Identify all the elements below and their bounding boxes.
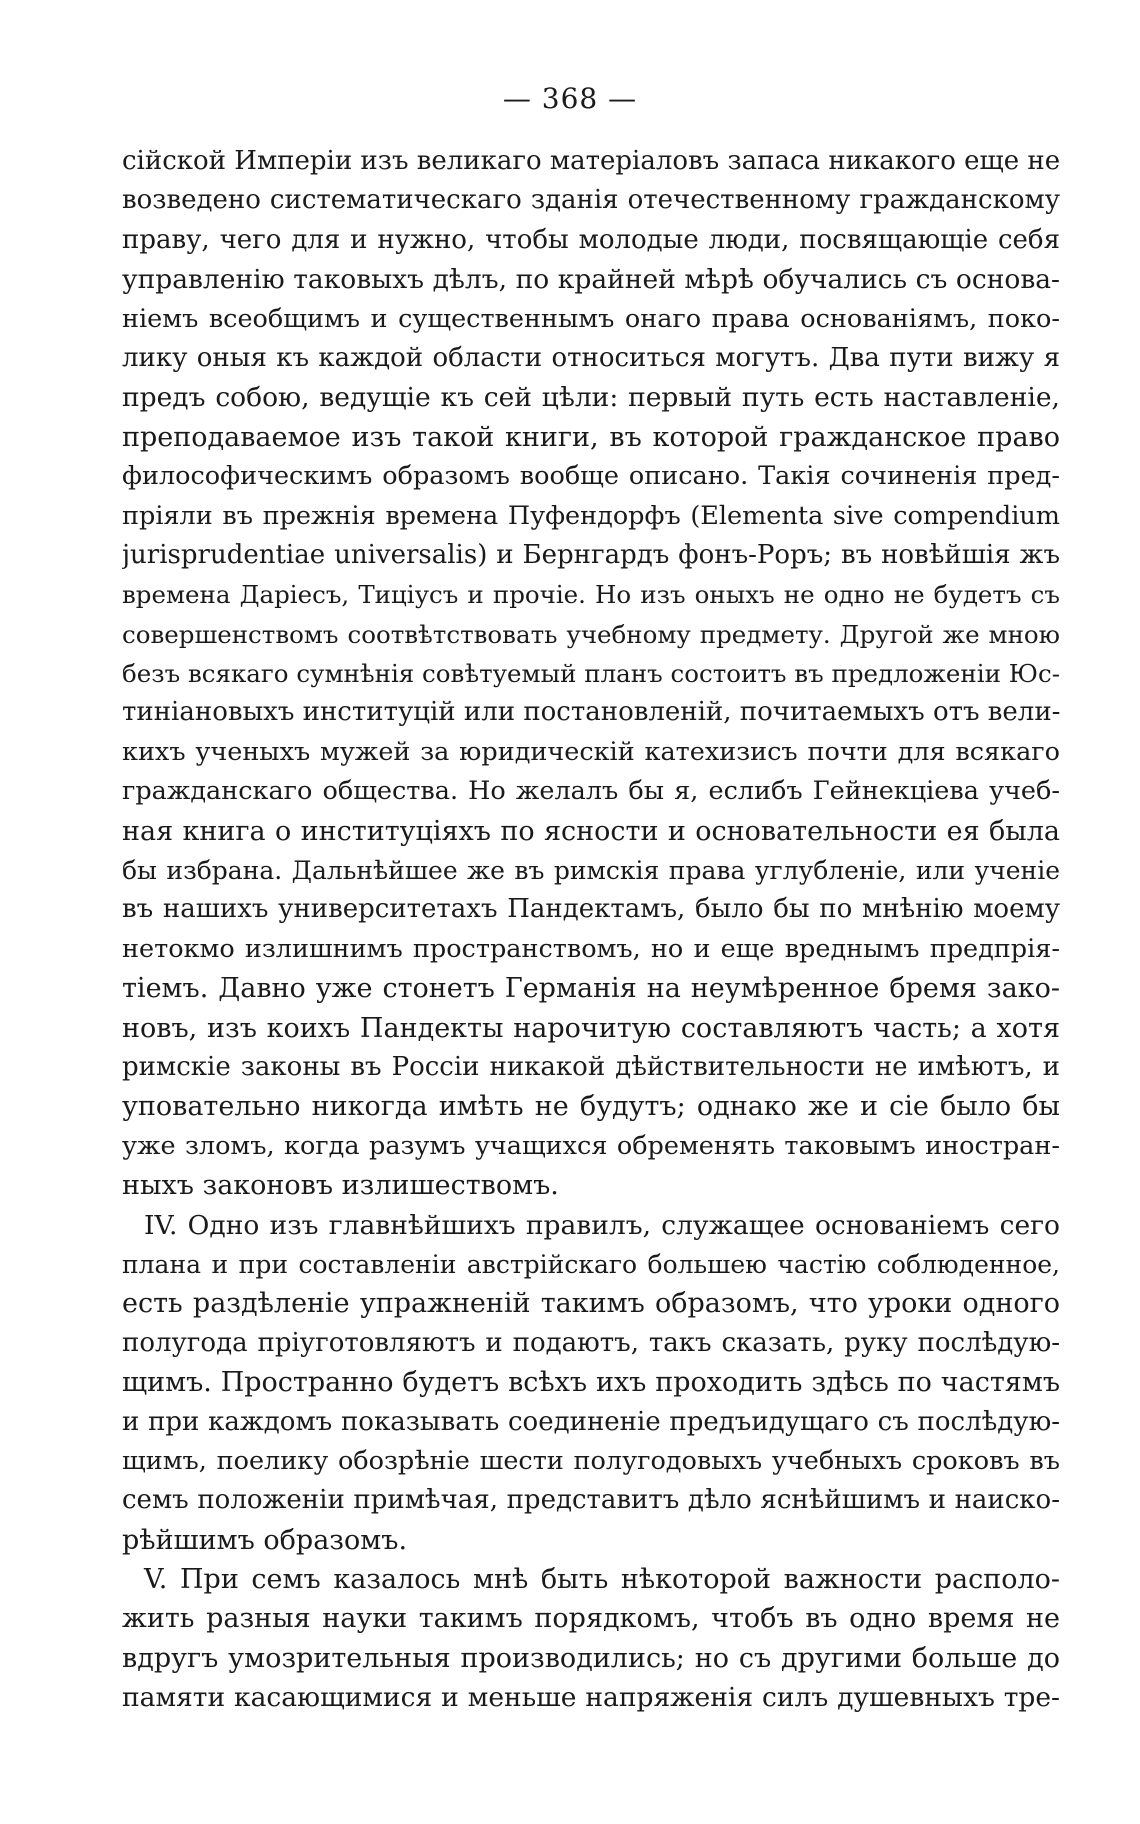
text-line: плана и при составленіи австрійскаго большею частію соблюденное,: [122, 1249, 1060, 1279]
text-line: нетокмо излишнимъ пространствомъ, но и еще вреднымъ предпрія-: [122, 933, 1060, 964]
page-number: — 368 —: [502, 82, 638, 115]
text-line: ныхъ законовъ излишествомъ.: [122, 1170, 559, 1202]
text-line: полугода пріуготовляютъ и подаютъ, такъ сказать, руку послѣдую-: [122, 1327, 1060, 1358]
paragraph-iv: [122, 1206, 1060, 1561]
text-line: IV. Одно изъ главнѣйшихъ правилъ, служащее основаніемъ сего: [144, 1209, 1060, 1241]
text-line: въ нашихъ университетахъ Пандектамъ, было бы по мнѣнію моему: [122, 894, 1060, 925]
text-line: памяти касающимися и меньше напряженія силъ душевныхъ тре-: [122, 1682, 1060, 1714]
text-line: управленію таковыхъ дѣлъ, по крайней мѣрѣ обучались съ основа-: [122, 264, 1060, 296]
text-line: преподаваемое изъ такой книги, въ которой гражданское право: [122, 421, 1060, 453]
text-line: бы избрана. Дальнѣйшее же въ римскія права углубленіе, или ученіе: [122, 856, 1060, 886]
text-line: есть раздѣленіе упражненій такимъ образомъ, что уроки одного: [122, 1288, 1060, 1320]
text-line: и при каждомъ показывать соединеніе предъидущаго съ послѣдую-: [122, 1406, 1060, 1437]
text-line: jurisprudentiae universalis) и Бернгардъ фонъ-Роръ; въ новѣйшія жъ: [122, 539, 1060, 570]
text-line: кихъ ученыхъ мужей за юридическій катехизисъ почти для всякаго: [122, 736, 1060, 767]
text-line: возведено систематическаго зданія отечественному гражданскому: [122, 185, 1060, 216]
text-line: лику оныя къ каждой области относиться могутъ. Два пути вижу я: [122, 342, 1060, 373]
text-line: ная книга о институціяхъ по ясности и основательности ея была: [122, 815, 1060, 847]
text-line: уповательно никогда имѣть не будутъ; однако же и сіе было бы: [122, 1091, 1060, 1123]
text-line: гражданскаго общества. Но желалъ бы я, еслибъ Гейнекціева учеб-: [122, 776, 1060, 807]
text-line: тіемъ. Давно уже стонетъ Германія на неумѣренное бремя зако-: [122, 973, 1060, 1005]
text-line: жить разныя науки такимъ порядкомъ, чтобъ въ одно время не: [122, 1603, 1060, 1635]
text-line: предъ собою, ведущіе къ сей цѣли: первый путь есть наставленіе,: [122, 382, 1060, 414]
paragraph-v: [122, 1560, 1060, 1718]
text-line: времена Даріесъ, Тиціусъ и прочіе. Но изъ оныхъ не одно не будетъ съ: [122, 580, 1060, 610]
text-line: безъ всякаго сумнѣнія совѣтуемый планъ состоитъ въ предложеніи Юс-: [122, 659, 1060, 689]
text-line: пріяли въ прежнія времена Пуфендорфъ (Elementa sive compendium: [122, 500, 1060, 531]
text-line: римскіе законы въ Россіи никакой дѣйствительности не имѣютъ, и: [122, 1051, 1060, 1082]
text-line: рѣйшимъ образомъ.: [122, 1524, 408, 1556]
text-line: щимъ, поелику обозрѣніе шести полугодовыхъ учебныхъ сроковъ въ: [122, 1445, 1060, 1476]
text-line: вдругъ умозрительныя производились; но съ другими больше до: [122, 1642, 1060, 1674]
text-line: сійской Имперіи изъ великаго матеріаловъ запаса никакого еще не: [122, 146, 1060, 176]
text-line: тиніановыхъ институцій или постановленій, почитаемыхъ отъ вели-: [122, 697, 1060, 728]
text-line: уже зломъ, когда разумъ учащихся обременять таковымъ иностран-: [122, 1130, 1060, 1161]
text-line: семъ положеніи примѣчая, представитъ дѣло яснѣйшимъ и наиско-: [122, 1485, 1060, 1516]
text-line: праву, чего для и нужно, чтобы молодые люди, посвящающіе себя: [122, 224, 1060, 255]
text-line: новъ, изъ коихъ Пандекты нарочитую составляютъ часть; а хотя: [122, 1012, 1060, 1044]
text-line: щимъ. Пространно будетъ всѣхъ ихъ проходить здѣсь по частямъ: [122, 1367, 1060, 1399]
text-line: V. При семъ казалось мнѣ быть нѣкоторой важности располо-: [144, 1564, 1060, 1596]
text-line: философическимъ образомъ вообще описано. Такія сочиненія пред-: [122, 461, 1060, 492]
text-line: ніемъ всеобщимъ и существеннымъ онаго права основаніямъ, поко-: [122, 303, 1060, 334]
paragraph-1: [122, 142, 1060, 1206]
text-line: совершенствомъ соотвѣтствовать учебному предмету. Другой же мною: [122, 619, 1060, 649]
body-text: [122, 142, 1060, 1718]
